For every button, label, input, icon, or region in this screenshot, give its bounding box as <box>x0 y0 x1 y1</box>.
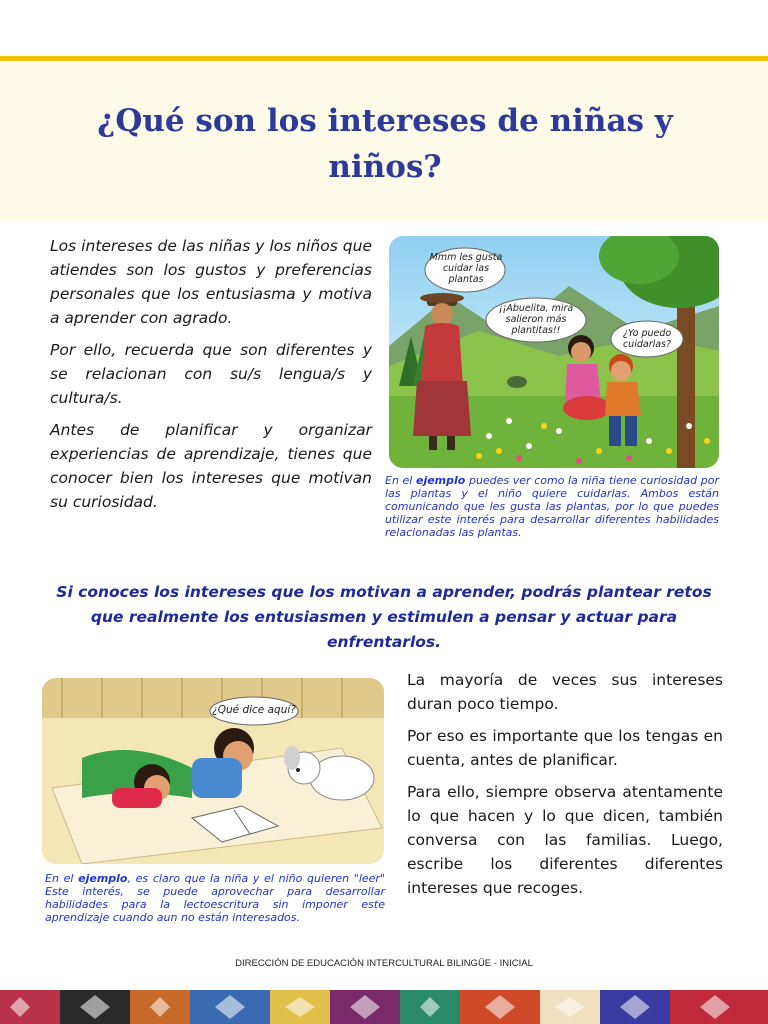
garden-illustration <box>389 236 719 468</box>
caption-bold: ejemplo <box>78 872 128 885</box>
girl-speech-bubble: ¡¡Abuelita, mira salieron más plantitas!! <box>498 303 574 336</box>
right-paragraph: La mayoría de veces sus intereses duran poco tiempo. <box>407 671 723 713</box>
caption-prefix: En el <box>385 474 416 487</box>
right-text <box>407 668 723 908</box>
image-caption <box>45 872 385 924</box>
right-paragraph: Para ello, siempre observa atentamente lo que hacen y lo que dicen, también conversa con las familias. Luego, escribe los diferentes diferentes intereses que recoges. <box>407 783 723 897</box>
textile-border <box>0 990 768 1024</box>
page-footer: DIRECCIÓN DE EDUCACIÓN INTERCULTURAL BILINGÜE - INICIAL <box>235 958 533 969</box>
reading-illustration <box>42 678 384 864</box>
intro-paragraph: Antes de planificar y organizar experiencias de aprendizaje, tienes que conocer bien los intereses que motivan su curiosidad. <box>50 421 372 511</box>
image-caption <box>385 474 719 539</box>
page-title: ¿Qué son los intereses de niñas y niños? <box>97 103 673 185</box>
right-paragraph: Por eso es importante que los tengas en cuenta, antes de planificar. <box>407 727 723 769</box>
caption-bold: ejemplo <box>415 474 466 487</box>
reading-speech-bubble: ¿Qué dice aquí? <box>212 704 296 716</box>
caption-prefix: En el <box>45 872 79 885</box>
boy-speech-bubble: ¿Yo puedo cuidarlas? <box>622 328 672 350</box>
intro-paragraph: Por ello, recuerda que son diferentes y se relacionan con su/s lengua/s y cultura/s. <box>50 341 372 407</box>
caption-text: , es claro que la niña y el niño quieren "leer" Este interés, se puede aprovechar para desarrollar habilidades para la lectoescritura sin imponer este aprendizaje cuando aun no están interesados. <box>45 872 385 924</box>
grandmother-speech-bubble: Mmm les gusta cuidar las plantas <box>429 252 503 285</box>
caption-text: puedes ver como la niña tiene curiosidad por las plantas y el niño quiere cuidarlas. Ambos están comunicando que les gusta las plantas, por lo que puedes utilizar este interés para desarrollar diferentes habilidades relacionadas las plantas. <box>385 474 719 539</box>
intro-paragraph: Los intereses de las niñas y los niños que atiendes son los gustos y preferencias personales que los entusiasma y motiva a aprender con agrado. <box>50 237 372 327</box>
intro-text <box>50 234 372 522</box>
key-message: Si conoces los intereses que los motivan a aprender, podrás plantear retos que realmente los entusiasmen y estimulen a pensar y actuar para enfrentarlos. <box>56 583 712 651</box>
